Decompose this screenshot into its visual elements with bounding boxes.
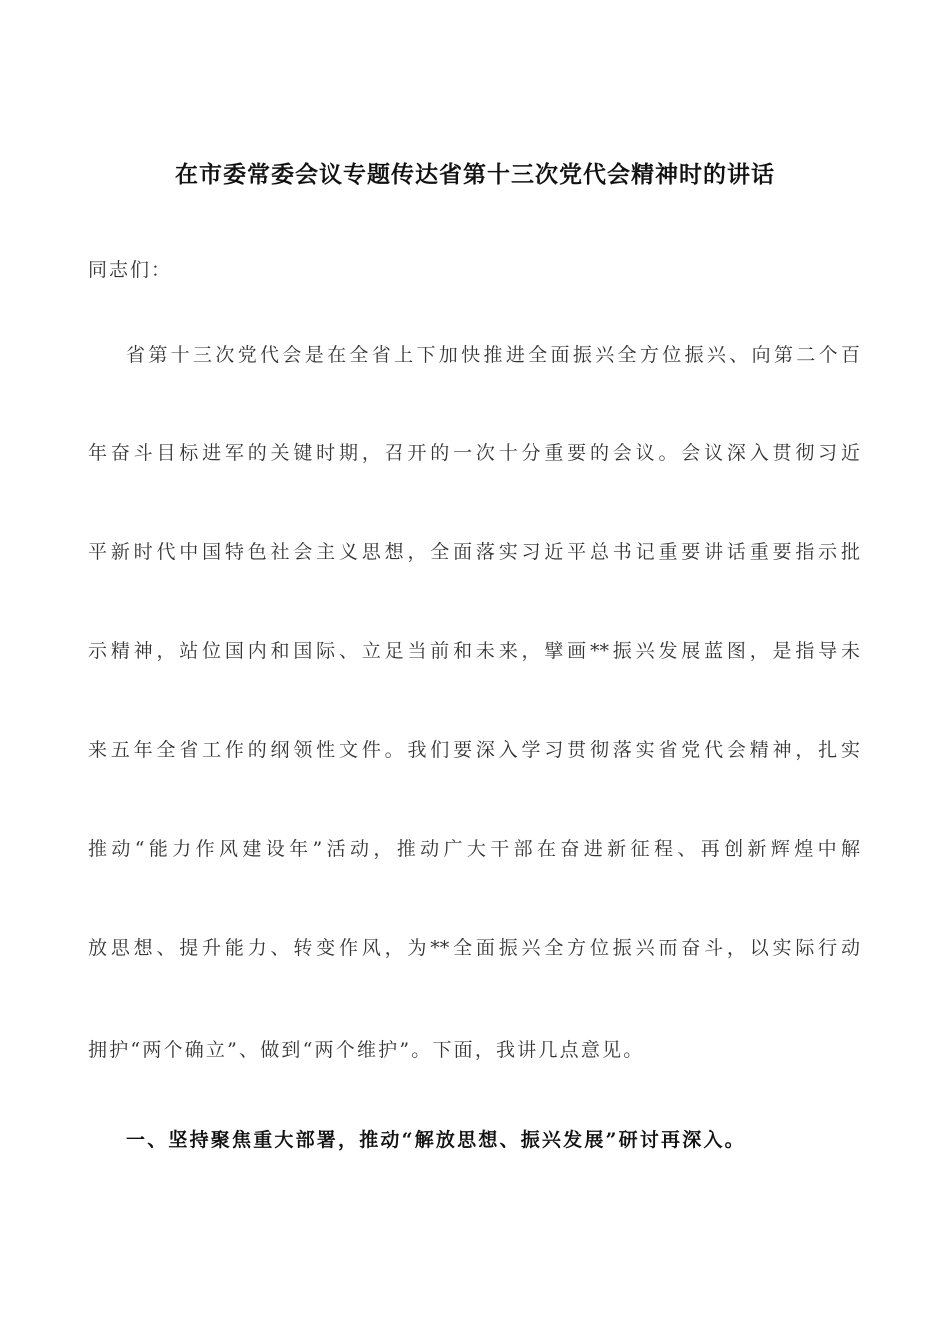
paragraph-line: 来五年全省工作的纲领性文件。我们要深入学习贯彻落实省党代会精神，扎实 xyxy=(88,739,860,761)
paragraph-line: 省第十三次党代会是在全省上下加快推进全面振兴全方位振兴、向第二个百 xyxy=(126,344,860,366)
section-heading: 一、坚持聚焦重大部署，推动“解放思想、振兴发展”研讨再深入。 xyxy=(126,1129,746,1151)
paragraph-line: 拥护“两个确立”、做到“两个维护”。下面，我讲几点意见。 xyxy=(88,1039,645,1061)
paragraph-line: 年奋斗目标进军的关键时期，召开的一次十分重要的会议。会议深入贯彻习近 xyxy=(88,442,860,464)
paragraph-line: 平新时代中国特色社会主义思想，全面落实习近平总书记重要讲话重要指示批 xyxy=(88,541,860,563)
document-title: 在市委常委会议专题传达省第十三次党代会精神时的讲话 xyxy=(175,161,775,188)
paragraph-line: 推动“能力作风建设年”活动，推动广大干部在奋进新征程、再创新辉煌中解 xyxy=(88,838,860,860)
paragraph-line: 放思想、提升能力、转变作风，为**全面振兴全方位振兴而奋斗，以实际行动 xyxy=(88,937,860,959)
paragraph-line: 示精神，站位国内和国际、立足当前和未来，擘画**振兴发展蓝图，是指导未 xyxy=(88,640,860,662)
greeting: 同志们： xyxy=(88,259,173,281)
